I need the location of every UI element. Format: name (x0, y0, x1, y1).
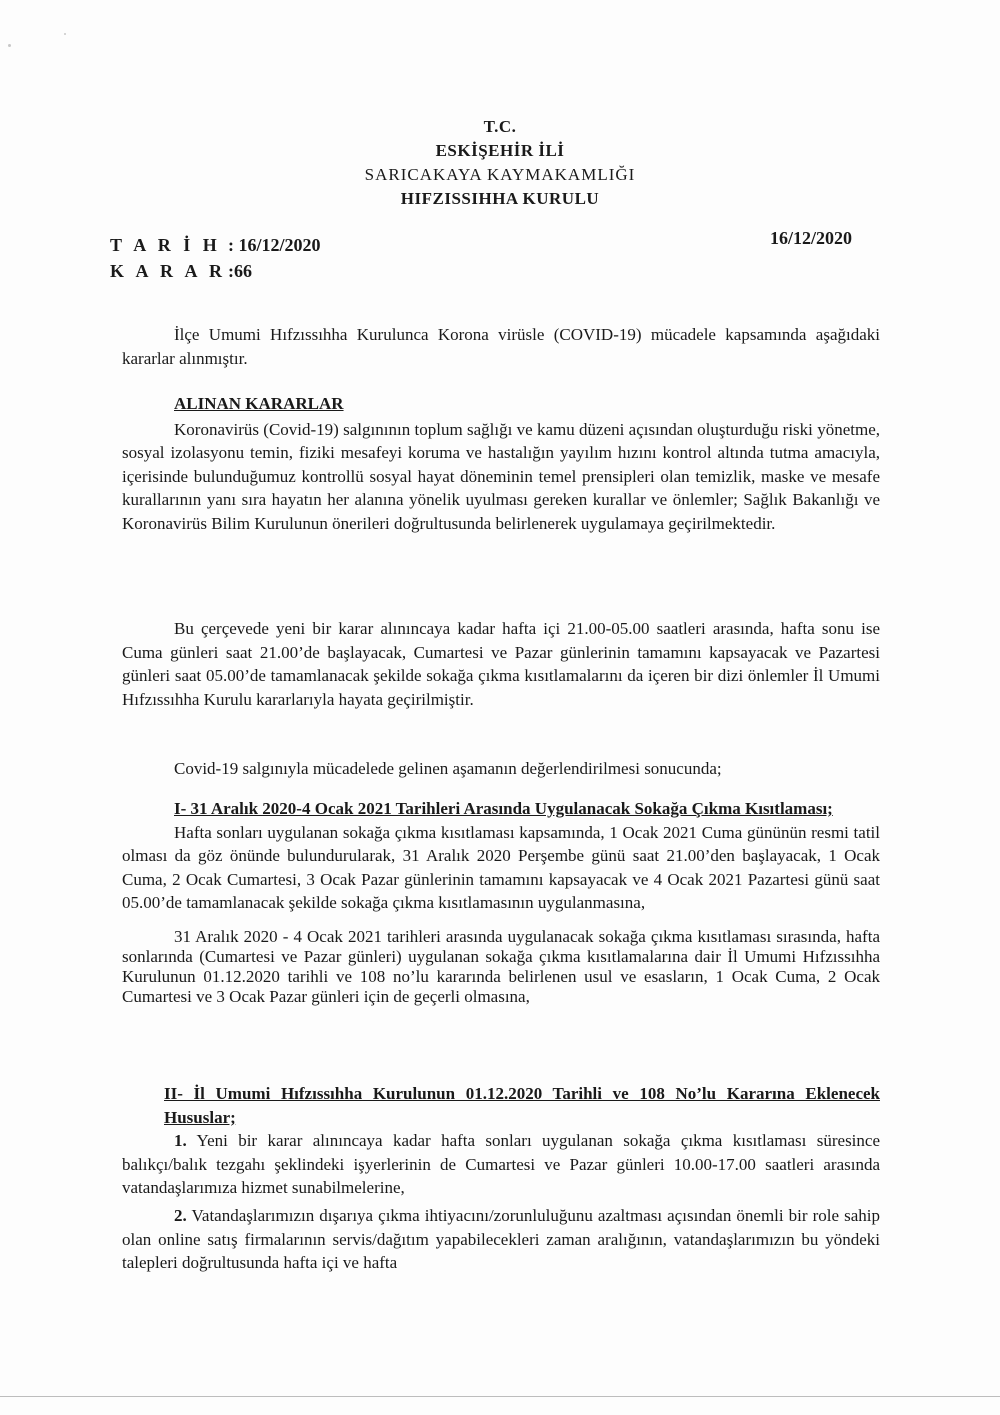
section-1-heading: I- 31 Aralık 2020-4 Ocak 2021 Tarihleri Arasında Uygulanacak Sokağa Çıkma Kısıtlaması; (174, 799, 833, 818)
header-line-district: SARICAKAYA KAYMAKAMLIĞI (364, 165, 636, 184)
scan-bottom-edge (0, 1396, 1000, 1397)
section-2-heading: II- İl Umumi Hıfzıssıhha Kurulunun 01.12.2020 Tarihli ve 108 No’lu Kararına Eklenecek Hususlar; (164, 1084, 880, 1127)
date-label: T A R İ H (110, 235, 221, 255)
meta-date-row (110, 232, 321, 258)
header-line-board: HIFZISSIHHA KURULU (400, 189, 600, 208)
document-meta (110, 232, 321, 284)
paragraph-3-block (122, 757, 880, 781)
date-right: 16/12/2020 (770, 228, 853, 248)
item-1-number: 1. (174, 1131, 187, 1151)
date-value: : 16/12/2020 (228, 235, 321, 255)
section-1-paragraph-2: 31 Aralık 2020 - 4 Ocak 2021 tarihleri arasında uygulanacak sokağa çıkma kısıtlaması sırasında, hafta sonlarında (Cumartesi ve Pazar günleri) uygulanan sokağa çıkma kısıtlamalarına dair İl Umumi Hıfzıssıhha Kurulunun 01.12.2020 tarihli ve 108 no’lu kararında belirlenen usul ve esasların, 1 Ocak Cuma, 2 Ocak Cumartesi ve 3 Ocak Pazar günleri için de geçerli olmasına, (122, 926, 880, 1006)
item-2-text: Vatandaşlarımızın dışarıya çıkma ihtiyacını/zorunluluğunu azaltması açısından önemli bir role sahip olan online satış firmalarının servis/dağıtım yapabilecekleri zaman aralığının, vatandaşlarımızın bu yöndeki talepleri doğrultusunda hafta içi ve hafta (122, 1205, 880, 1273)
paragraph-1: Koronavirüs (Covid-19) salgınının toplum sağlığı ve kamu düzeni açısından oluşturduğu riski yönetme, sosyal izolasyonu temin, fiziki mesafeyi koruma ve hastalığın yayılım hızını kontrol altında tutma amacıyla, içerisinde bulunduğumuz kontrollü sosyal hayat döneminin temel prensipleri olan temizlik, maske ve mesafe kurallarının yanı sıra hayatın her alanına yönelik uyulması gereken kurallar ve önlemler; Sağlık Bakanlığı ve Koronavirüs Bilim Kurulunun önerileri doğrultusunda belirlenerek uygulamaya geçirilmektedir. (122, 419, 880, 533)
item-2-number: 2. (174, 1205, 187, 1225)
decision-label: K A R A R (110, 261, 227, 281)
paragraph-3: Covid-19 salgınıyla mücadelede gelinen aşamanın değerlendirilmesi sonucunda; (174, 759, 722, 778)
intro-paragraph: İlçe Umumi Hıfzıssıhha Kurulunca Korona virüsle (COVID-19) mücadele kapsamında aşağıdaki kararlar alınmıştır. (122, 325, 880, 368)
header-line-province: ESKİŞEHİR İLİ (435, 141, 565, 160)
scan-speck (8, 44, 11, 47)
paragraph-2: Bu çerçevede yeni bir karar alınıncaya kadar hafta içi 21.00-05.00 saatleri arasında, hafta sonu ise Cuma günleri saat 21.00’de başlayacak, Cumartesi ve Pazar günlerinin tamamını kapsayacak ve Pazartesi günleri saat 05.00’de tamamlanacak şekilde sokağa çıkma kısıtlamalarını da içeren bir dizi önlemler İl Umumi Hıfzıssıhha Kurulu kararlarıyla hayata geçirilmiştir. (122, 619, 880, 709)
section-2-item-2 (122, 1204, 880, 1275)
section-2-item-1 (122, 1129, 880, 1200)
paragraph-2-block (122, 617, 880, 711)
intro-block (122, 323, 880, 370)
section-1 (122, 797, 880, 1007)
document-header (0, 115, 1000, 211)
decisions-block (122, 392, 880, 536)
section-2 (122, 1082, 880, 1275)
scan-speck (64, 33, 66, 35)
decision-value: :66 (228, 261, 252, 281)
header-line-tc: T.C. (483, 117, 517, 136)
decisions-heading: ALINAN KARARLAR (174, 394, 344, 413)
item-1-text: Yeni bir karar alınıncaya kadar hafta sonları uygulanan sokağa çıkma kısıtlaması süresince balıkçı/balık tezgahı şeklindeki işyerlerinin de Cumartesi ve Pazar günleri 10.00-17.00 saatleri arasında vatandaşlarımıza hizmet sunabilmelerine, (122, 1131, 880, 1198)
section-1-paragraph-1: Hafta sonları uygulanan sokağa çıkma kısıtlaması kapsamında, 1 Ocak 2021 Cuma gününün resmi tatil olması da göz önünde bulundurularak, 31 Aralık 2020 Perşembe günü saat 21.00’den başlayacak, 1 Ocak Cuma, 2 Ocak Cumartesi, 3 Ocak Pazar günlerinin tamamını kapsayacak ve 4 Ocak 2021 Pazartesi günü saat 05.00’de tamamlanacak şekilde sokağa çıkma kısıtlamasının uygulanmasına, (122, 822, 880, 913)
meta-decision-row (110, 258, 321, 284)
